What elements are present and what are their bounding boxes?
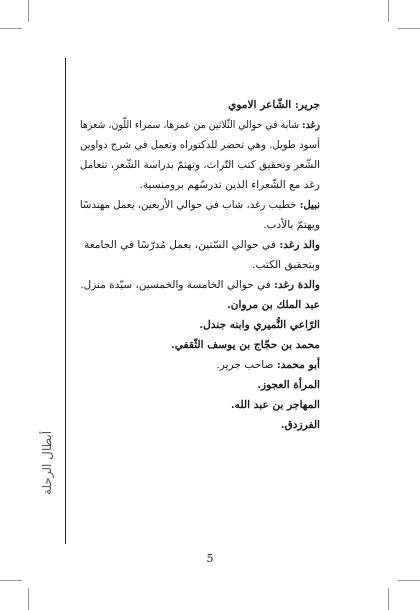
character-line xyxy=(80,395,320,415)
crop-mark xyxy=(398,28,420,29)
character-entry xyxy=(80,375,320,395)
character-name: والدة رغد: xyxy=(274,279,320,291)
crop-mark xyxy=(0,28,22,29)
character-name: المهاجر بن عبد الله. xyxy=(230,399,320,411)
character-name: نبيل: xyxy=(299,199,320,211)
character-name: الرّاعي النُّميري وابنه جندل. xyxy=(199,319,320,331)
character-entry xyxy=(80,395,320,415)
crop-mark xyxy=(388,588,389,610)
character-line xyxy=(82,275,320,295)
character-description: أسود طويل. وهي تحضر للدكتوراه وتعمل في شرح دواوين xyxy=(80,139,320,151)
character-line xyxy=(80,335,320,355)
character-name: عبد الملك بن مروان. xyxy=(227,299,320,311)
character-name: والد رغد: xyxy=(279,239,320,251)
character-entry xyxy=(80,295,320,315)
margin-rule xyxy=(65,58,66,544)
character-name: محمد بن حجّاج بن يوسف الثّقفي. xyxy=(171,339,320,351)
character-description: في حوالي السّتين، يعمل مُدرّسًا في الجامعة xyxy=(84,239,276,251)
crop-mark xyxy=(388,0,389,22)
character-line xyxy=(80,415,320,435)
character-description: في حوالي الخامسة والخمسين، سيّدة منزل. xyxy=(80,279,271,291)
character-description: ويهتمّ بالأدب. xyxy=(263,219,320,231)
character-entry xyxy=(80,415,320,435)
character-line xyxy=(80,355,320,375)
character-description: الشّعر وتحقيق كتب التّراث، وتهتمّ بدراسة الشّعر، تتعامل xyxy=(79,159,320,171)
character-entry xyxy=(80,195,320,235)
character-description: خطيب رغد، شاب في حوالي الأربعين، يعمل مهندسًا xyxy=(79,199,297,211)
running-title xyxy=(36,396,58,530)
page-body xyxy=(80,95,320,435)
character-name: المرأة العجوز. xyxy=(257,379,320,391)
crop-mark xyxy=(398,580,420,581)
crop-mark xyxy=(28,0,29,22)
character-entry xyxy=(80,315,320,335)
character-entry xyxy=(80,275,320,295)
character-name: الفرزدق. xyxy=(280,419,320,431)
page-number: 5 xyxy=(206,552,214,565)
character-line xyxy=(80,315,320,335)
character-entry xyxy=(80,235,320,275)
character-entry xyxy=(80,355,320,375)
character-entry xyxy=(80,335,320,355)
character-list xyxy=(80,115,320,435)
page-title: جرير: الشّاعر الاموي xyxy=(228,99,320,111)
character-line xyxy=(80,375,320,395)
character-entry xyxy=(80,115,320,195)
character-description: رغد مع الشّعراء الذين تدرسُهم برومنسية. xyxy=(139,179,320,191)
crop-mark xyxy=(28,588,29,610)
character-line xyxy=(79,115,320,135)
character-line xyxy=(80,295,320,315)
crop-mark xyxy=(0,580,22,581)
character-line xyxy=(79,195,320,215)
character-description: شابة في حوالي الثّلاثين من عمرها، سمراء اللّون، شعرها xyxy=(79,119,300,131)
character-description: وبتحقيق الكتب. xyxy=(252,259,320,271)
character-description: صاحب جرير. xyxy=(216,359,274,371)
character-name: أبو محمد: xyxy=(276,359,320,371)
character-line xyxy=(80,235,320,255)
running-title-text: أبطال الرحلة xyxy=(40,430,54,496)
character-name: رغد: xyxy=(302,119,320,131)
